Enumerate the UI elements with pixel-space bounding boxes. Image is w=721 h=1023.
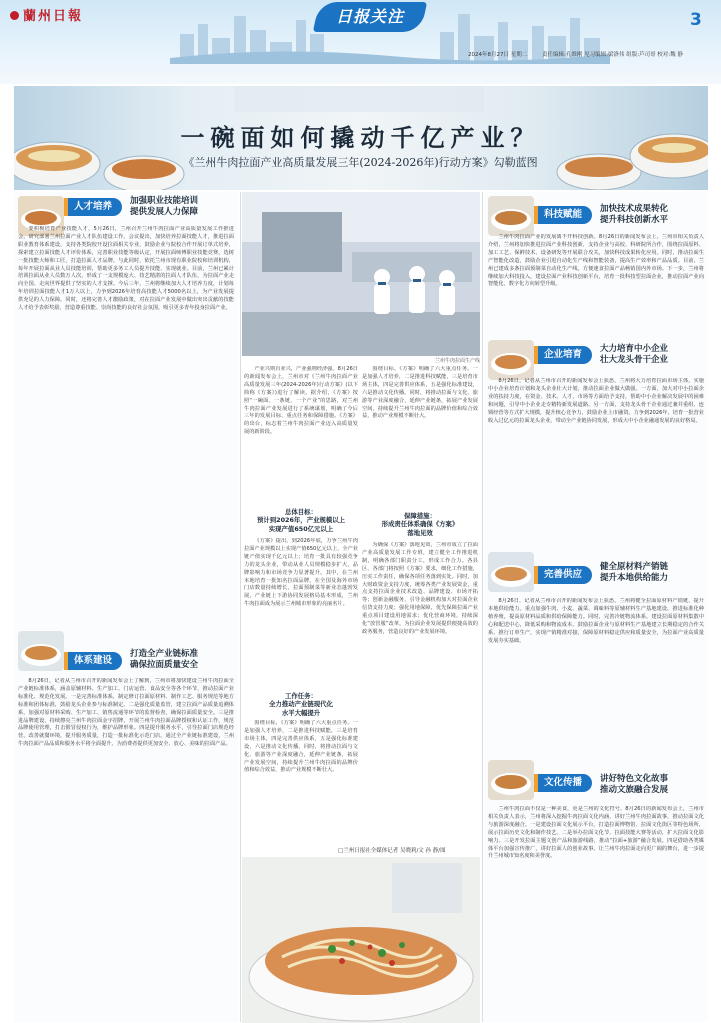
subhead-line: 预计到2026年，产业规模以上 [256, 516, 346, 525]
subhead-line: 工作任务： [285, 692, 317, 700]
paragraph: 8月26日，记者从兰州市召开的新闻发布会上了解到，兰州市将加快建设兰州牛肉拉面全产业链标准体系，涵盖原辅材料、生产加工、门店运营、食品安全等各个环节，推动拉面产业标准化、规范化发展。一是完善标准体系，制定修订拉面原材料、制作工艺、服务规范等地方标准和团体标准，鼓励龙头企业参与标准制定。二是强化质量监管，建立拉面产品质量追溯体系，加强对原材料采购、生产加工、销售流通等环节的监督检查，确保拉面质量安全。三是推进品牌建设，持续擦亮兰州牛肉拉面金字招牌，开展兰州牛肉拉面品牌授权和认证工作，规范品牌使用管理，打击假冒侵权行为，维护品牌形象。四是提升服务水平，引导拉面门店规范经营，改善就餐环境，提升服务质量，打造一批标准化示范门店。通过全产业链标准建设，兰州牛肉拉面产品品质和服务水平将全面提升，为消费者提供更加安全、放心、美味的拉面产品。 [18, 678, 234, 748]
paragraph: 要积极培育产业技能人才，5月26日，兰州召开兰州牛肉拉面产业高质量发展工作推进会，研究部署兰州拉面产业人才队伍建设工作。会议提出，加快培养拉面技能人才，推进拉面职业教育体系建设，支持各类院校开设拉面相关专业，鼓励企业与院校合作开展订单式培养，探索建立拉面技能人才评价体系，完善职业技能等级认定，开展拉面师傅职业技能竞赛，选树一批技能大师和工匠，打造拉面人才品牌。与此同时，依托兰州市现有职业院校和培训机构，每年开展拉面从业人员技能培训，帮助更多务工人员提升技能、实现就业。目前，兰州已累计培训拉面从业人员数万人次，形成了一支规模庞大、技艺精湛的拉面人才队伍，为拉面产业走向全国、走向世界提供了坚实的人才支撑。今后三年，兰州将继续加大人才培养力度，计划每年培训拉面技能人才1万人以上，力争到2026年培育高技能人才5000名以上，为产业发展提供充足的人力保障。同时，还将完善人才激励政策，对在拉面产业发展中做出突出贡献的技能人才给予表彰奖励，营造尊重技能、崇尚技能的良好社会氛围，吸引更多青年投身拉面产业。 [18, 226, 234, 312]
section-tag-enterprise: 企业培育 [538, 346, 592, 364]
subhead-line: 实现产值650亿元以上 [268, 524, 334, 533]
section-tag-standards: 体系建设 [68, 652, 122, 670]
noodle-bowl-thumbnail [18, 631, 64, 671]
factory-photo [242, 192, 480, 356]
newspaper-logo [10, 5, 83, 24]
subhead-line: 水平大幅提升 [281, 708, 321, 717]
subhead-line: 保障措施： [404, 512, 436, 520]
section-title: 日报关注 [335, 7, 404, 26]
paragraph: 8月26日，记者从兰州市召开的新闻发布会上获悉，兰州将大力培育拉面市场主体，实施中小企业培育计划和龙头企业壮大计划，推动拉面企业做大做强。一方面，加大对中小拉面企业的扶持力度，在资金、技术、人才、市场等方面给予支持，帮助中小企业解决发展中的困难和问题，引导中小企业走专精特新发展道路。另一方面，支持龙头骨干企业通过兼并重组、连锁经营等方式扩大规模，提升核心竞争力，鼓励企业上市融资。力争到2026年，培育一批营业收入过亿元的拉面龙头企业，带动全产业链协同发展，形成大中小企业融通发展的良好格局。 [488, 378, 704, 424]
subhead-line: 形成责任体系确保《方案》 [381, 520, 459, 529]
editor-credits: 责任编辑:孔维刚 见习编辑:梁洛伟 组版:芦司哥 校对:魏 静 [542, 52, 683, 58]
article-text-intro [244, 366, 358, 506]
section-tag-talent: 人才培养 [68, 198, 122, 216]
section-heading-enterprise [600, 344, 668, 366]
section-tag-supply: 完善供应 [538, 566, 592, 584]
section-badge [316, 2, 424, 32]
heading-line: 讲好特色文化故事 [600, 774, 669, 784]
page-number: 3 [690, 10, 702, 30]
heading-line: 提升本地供给能力 [600, 573, 669, 583]
subhead-line: 落地见效 [407, 528, 433, 537]
heading-line: 健全原材料产销链 [600, 562, 669, 572]
article-text-culture [488, 806, 704, 1018]
article-text-guarantee-intro [362, 366, 478, 508]
article-text-tasks [244, 720, 358, 842]
paragraph: 为确保《方案》落地见效，兰州市成立了拉面产业高质量发展工作专班，建立健全工作推进机制，明确各部门职责分工，形成工作合力。各县区、各部门将按照《方案》要求，细化工作措施，压实工作责任，确保各项任务落到实处。同时，加大财政资金支持力度，统筹各类产业发展资金，重点支持拉面企业技术改造、品牌建设、市场开拓等；创新金融服务，引导金融机构加大对拉面企业信贷支持力度；强化用地保障，优先保障拉面产业重点项目建设用地需求；优化营商环境，持续深化“放管服”改革，为拉面企业发展提供便捷高效的政务服务，营造良好的产业发展环境。 [362, 542, 478, 635]
heading-line: 推动文旅融合发展 [600, 785, 669, 795]
reporter-byline: □兰州日报社全媒体记者 吴晓莉/文 孙 静/图 [338, 848, 446, 854]
logo-emblem-icon [10, 11, 19, 20]
section-heading-standards [130, 649, 198, 671]
photo-caption: 兰州牛肉拉面生产线 [434, 358, 480, 364]
paragraph: 兰州牛肉拉面产业的发展离不开科技创新。8月26日的新闻发布会上，兰州市相关负责人介绍，兰州将加快推进拉面产业科技创新，支持企业与高校、科研院所合作，围绕拉面原料、加工工艺、保鲜技术、设备研发等开展联合攻关，加快科技成果转化应用。同时，推动拉面生产智能化改造，鼓励企业引进自动化生产线和智能装备，提高生产效率和产品品质。目前，兰州已建成多条拉面预制菜自动化生产线，方便速食拉面产品畅销国内外市场。下一步，兰州将继续加大科技投入，建设拉面产业科技创新平台，培育一批科技型拉面企业，推动拉面产业向智能化、数字化方向转型升级。 [488, 234, 704, 288]
page-subheadline: 《兰州牛肉拉面产业高质量发展三年(2024-2026年)行动方案》勾勒蓝图 [183, 156, 538, 169]
noodle-bowl-thumbnail [488, 196, 534, 236]
paragraph: 8月26日，记者从兰州市召开的新闻发布会上获悉，兰州将健全拉面原材料产销链，提升本地供给能力。重点加强牛肉、小麦、蔬菜、调味料等原辅材料生产基地建设，推进标准化种植养殖，提高原材料品质和供给保障能力。同时，完善冷链物流体系，建设拉面原材料集散中心和配送中心，降低采购和物流成本。鼓励拉面企业与原材料生产基地建立长期稳定的合作关系，推行订单生产，实现产销精准对接，保障原材料稳定供应和质量安全，为拉面产业高质量发展夯实基础。 [488, 598, 704, 644]
section-heading-tech [600, 204, 668, 226]
paragraph: 围绕目标，《方案》明确了六大重点任务。一是加强人才培养，二是推进科技赋能，三是培育市场主体，四是完善供应体系，五是强化标准建设，六是推动文化传播。同时，将推动拉面与文化、旅游等产业深度融合，延伸产业链条，拓展产业发展空间，持续提升兰州牛肉拉面的品牌价值和综合效益，推动产业规模不断壮大。 [362, 366, 478, 420]
heading-line: 提升科技创新水平 [600, 215, 669, 225]
article-text-standards [18, 678, 234, 1018]
article-text-enterprise [488, 378, 704, 548]
section-heading-supply [600, 562, 668, 584]
paragraph: 《方案》提出，到2026年底，力争兰州牛肉拉面产业规模以上实现产值650亿元以上，全产业链产值实现千亿元以上；培育一批具有较强竞争力的龙头企业，带动从业人员规模稳步扩大，品牌影响力和市场竞争力显著提升。其中，在兰州本地培育一批知名拉面品牌，在全国及海外市场门店数量持续增长，拉面预制菜等新业态蓬勃发展，产业链上下游协同发展格局基本形成，兰州牛肉拉面成为展示兰州城市形象的亮丽名片。 [244, 538, 358, 608]
heading-line: 确保拉面质量安全 [130, 660, 199, 670]
section-heading-talent [130, 196, 198, 218]
section-heading-culture [600, 774, 668, 796]
paragraph: 围绕目标，《方案》明确了六大重点任务。一是加强人才培养，二是推进科技赋能，三是培育市场主体，四是完善供应体系，五是强化标准建设，六是推动文化传播。同时，将推动拉面与文化、旅游等产业深度融合，延伸产业链条，拓展产业发展空间，持续提升兰州牛肉拉面的品牌价值和综合效益，推动产业规模不断壮大。 [244, 720, 358, 774]
page-masthead [0, 0, 721, 84]
subhead-line: 总体目标： [285, 508, 317, 516]
paragraph: 产业兴则百业兴，产业强则经济强。8月26日的新闻发布会上，兰州市对《兰州牛肉拉面产业高质量发展三年(2024-2026年)行动方案》(以下简称《方案》)进行了解读。据介绍，《方案》按照“一碗面、一条链、一个产业”的思路，对兰州牛肉拉面产业发展进行了系统谋划，明确了今后三年的发展目标、重点任务和保障措施。《方案》的出台，标志着兰州牛肉拉面产业迈入高质量发展的新阶段。 [244, 366, 358, 436]
noodle-bowl-thumbnail [488, 552, 534, 592]
noodle-bowl-thumbnail [488, 340, 534, 380]
heading-line: 加强职业技能培训 [130, 196, 199, 206]
heading-line: 加快技术成果转化 [600, 204, 669, 214]
section-tag-culture: 文化传播 [538, 774, 592, 792]
subhead-tasks [244, 692, 358, 717]
section-tag-tech: 科技赋能 [538, 206, 592, 224]
column-divider [240, 192, 241, 1022]
heading-line: 提供发展人力保障 [130, 207, 199, 217]
subhead-guarantee [362, 512, 478, 537]
page-headline: 一碗面如何撬动千亿产业？ [180, 123, 541, 152]
newspaper-name: 蘭州日報 [23, 9, 84, 24]
article-text-supply [488, 598, 704, 758]
dateline: 2024年8月27日 星期二 [468, 52, 528, 58]
column-divider [482, 192, 483, 1022]
noodle-bowl-thumbnail [488, 760, 534, 800]
article-text-talent [18, 226, 234, 666]
heading-line: 打造全产业链标准 [130, 649, 199, 659]
subhead-goal [244, 508, 358, 533]
heading-line: 大力培育中小企业 [600, 344, 669, 354]
article-text-goal [244, 538, 358, 688]
subhead-line: 全力推动产业链现代化 [269, 700, 333, 709]
beef-noodle-bowl-illustration [242, 857, 480, 1023]
article-text-tech [488, 234, 704, 334]
paragraph: 兰州牛肉拉面不仅是一种美食，更是兰州的文化符号。8月26日的新闻发布会上，兰州市相关负责人表示，兰州将深入挖掘牛肉拉面文化内涵，讲好兰州牛肉拉面故事，推动拉面文化与旅游深度融合。一是建设拉面文化展示平台，打造拉面博物馆、拉面文化街区等特色场所，展示拉面历史文化和制作技艺。二是举办拉面文化节、拉面技能大赛等活动，扩大拉面文化影响力。三是开发拉面主题文创产品和旅游线路，推动“拉面+旅游”融合发展。四是借助各类媒体平台加强宣传推广，讲好拉面人的创业故事，让兰州牛肉拉面走向更广阔的舞台，进一步提升兰州城市知名度和美誉度。 [488, 806, 704, 860]
factory-workers-illustration [242, 192, 480, 356]
article-text-guarantee [362, 542, 478, 842]
noodle-bowl-photo [242, 857, 480, 1023]
heading-line: 壮大龙头骨干企业 [600, 355, 669, 365]
